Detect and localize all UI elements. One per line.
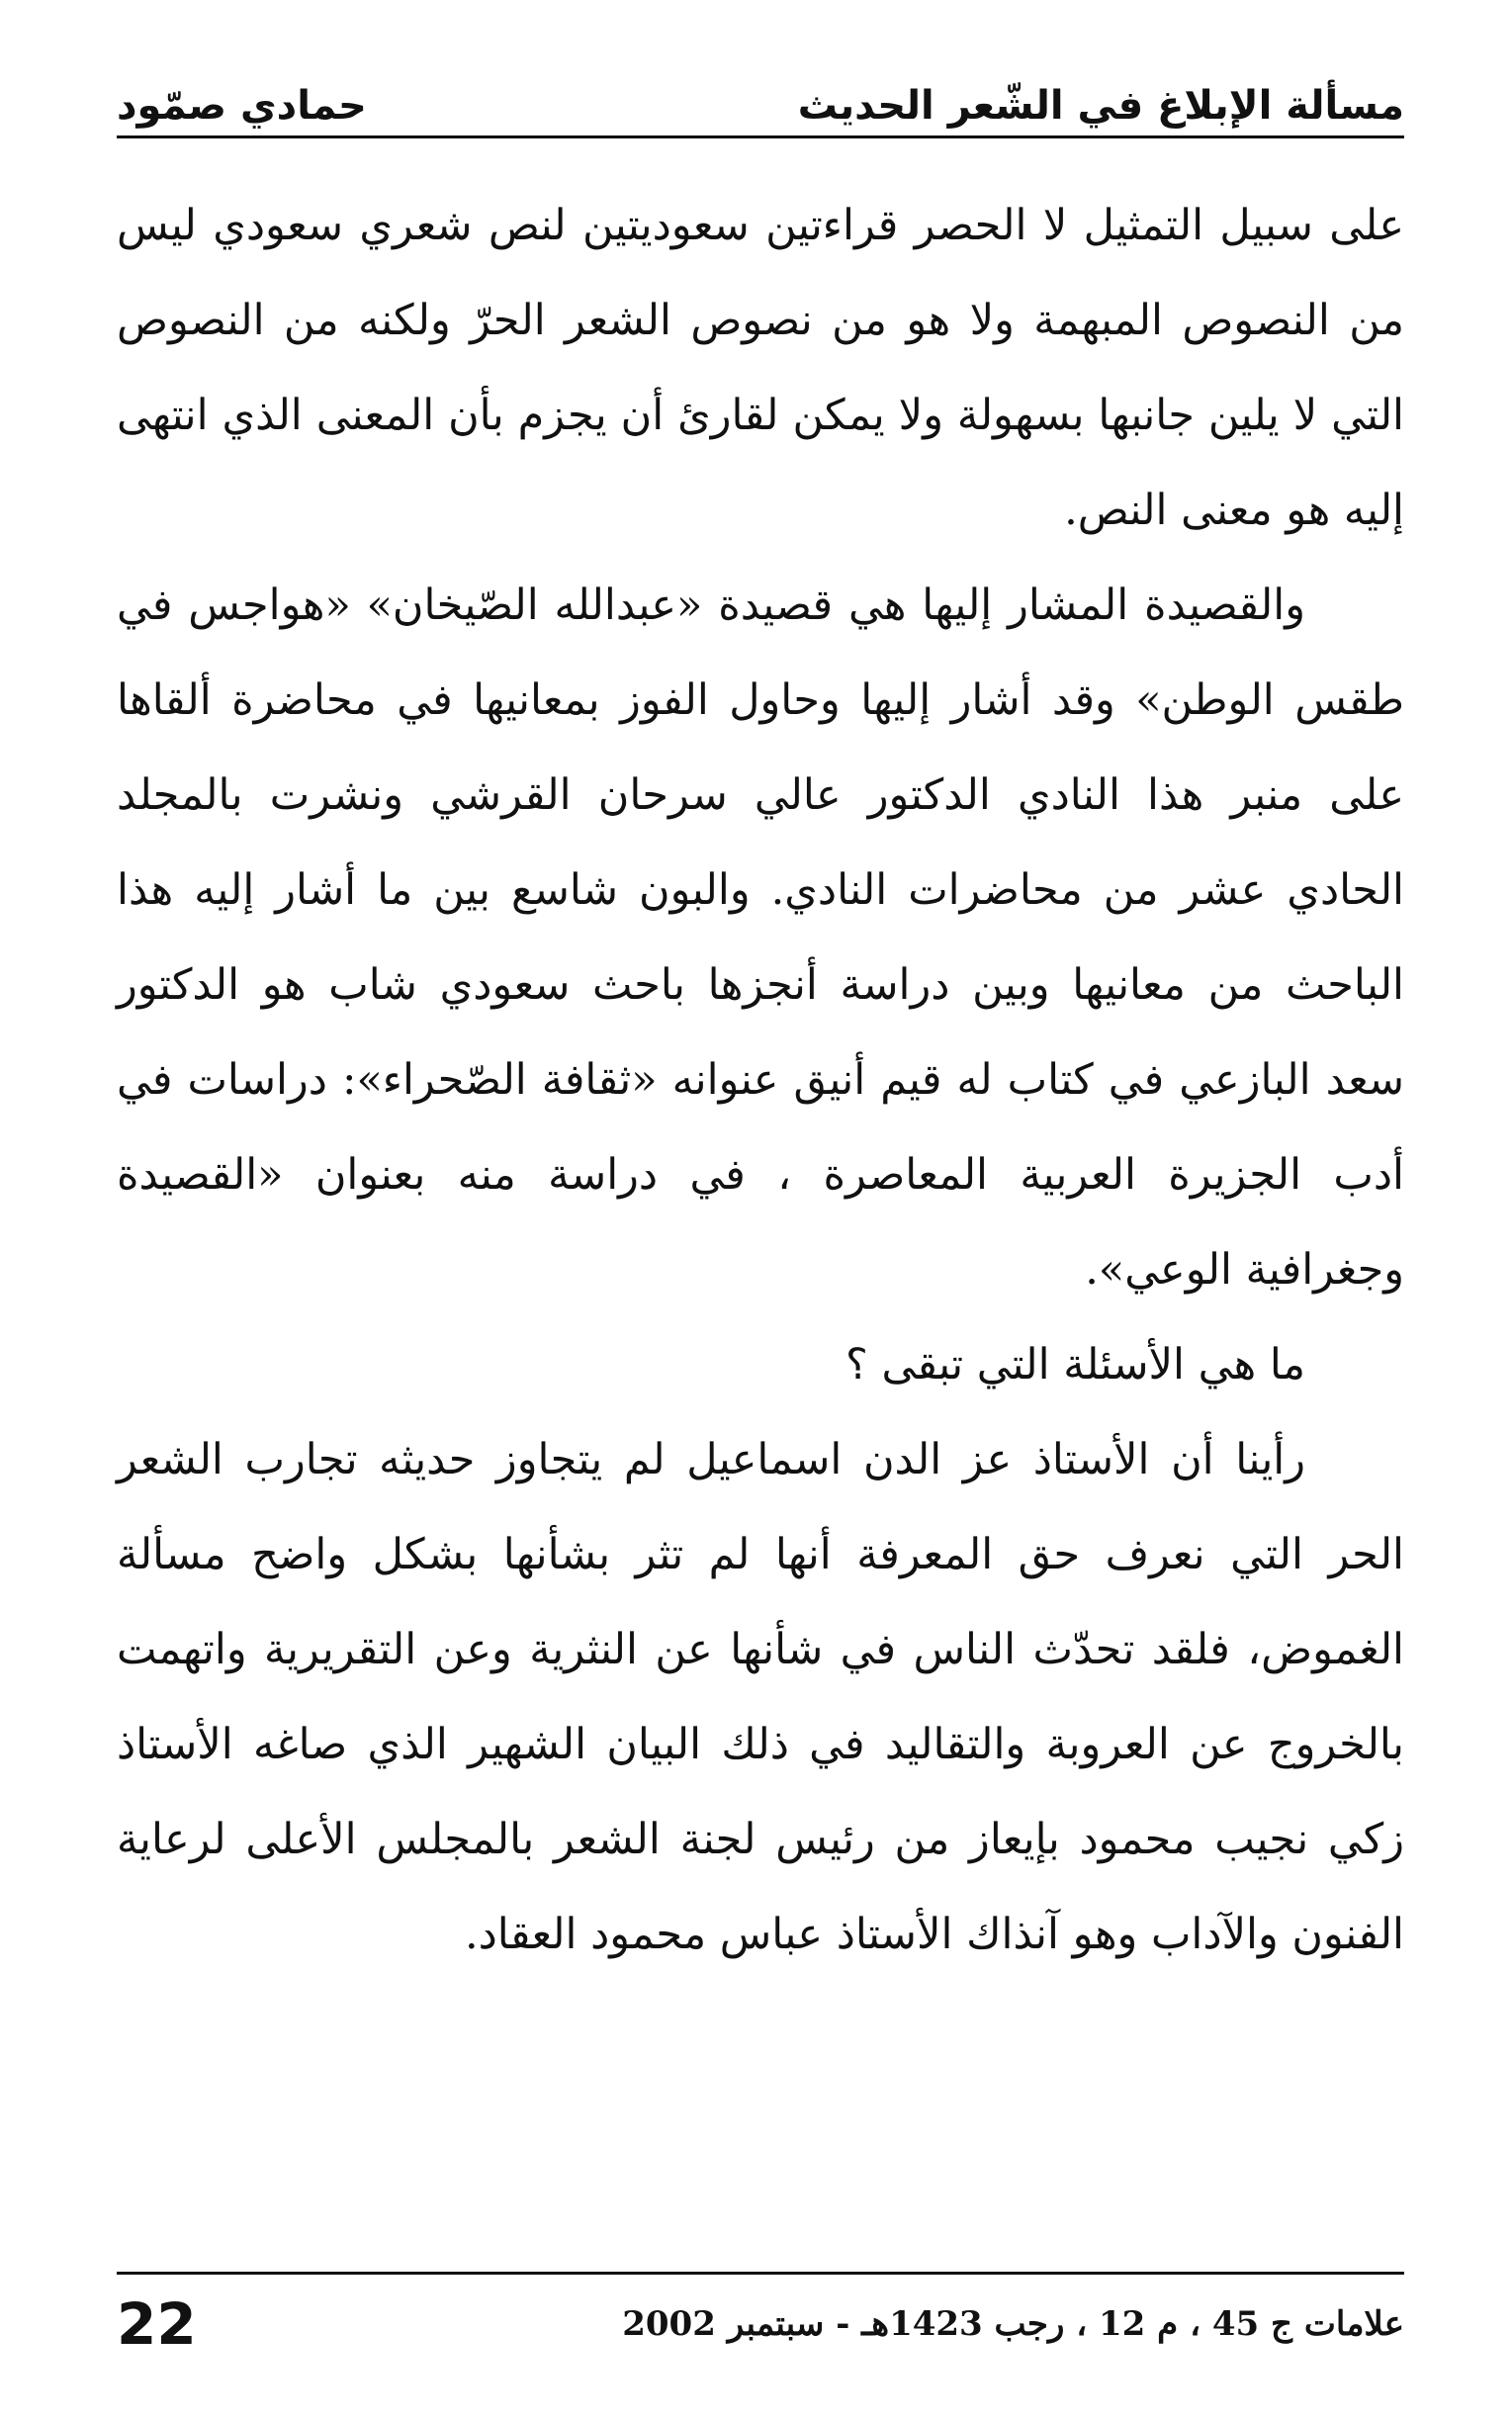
page-footer xyxy=(117,2272,1404,2364)
question-line: ما هي الأسئلة التي تبقى ؟ xyxy=(845,1340,1305,1390)
author-name: حمادي صمّود xyxy=(117,83,367,129)
article-title: مسألة الإبلاغ في الشّعر الحديث xyxy=(797,83,1404,129)
page-number: 22 xyxy=(117,2290,197,2358)
paragraph-1: على سبيل التمثيل لا الحصر قراءتين سعوديتين لنص شعري سعودي ليس من النصوص المبهمة ولا هو من نصوص الشعر الحرّ ولكنه من النصوص التي لا يلين جانبها بسهولة ولا يمكن لقارئ أن يجزم بأن المعنى الذي انتهى إليه هو معنى النص. xyxy=(117,201,1404,535)
journal-page xyxy=(117,59,1404,2364)
paragraph-2: والقصيدة المشار إليها هي قصيدة «عبدالله الصّيخان» «هواجس في طقس الوطن» وقد أشار إليها وحاول الفوز بمعانيها في محاضرة ألقاها على منبر هذا النادي الدكتور عالي سرحان القرشي ونشرت بالمجلد الحادي عشر من محاضرات النادي. والبون شاسع بين ما أشار إليه هذا الباحث من معانيها وبين دراسة أنجزها باحث سعودي شاب هو الدكتور سعد البازعي في كتاب له قيم أنيق عنوانه «ثقافة الصّحراء»: دراسات في أدب الجزيرة العربية المعاصرة ، في دراسة منه بعنوان «القصيدة وجغرافية الوعي». xyxy=(117,581,1404,1295)
running-header xyxy=(117,59,1404,138)
article-body xyxy=(117,178,1404,1982)
paragraph-3: رأينا أن الأستاذ عز الدن اسماعيل لم يتجاوز حديثه تجارب الشعر الحر التي نعرف حق المعرفة أنها لم تثر بشأنها بشكل واضح مسألة الغموض، فلقد تحدّث الناس في شأنها عن النثرية وعن التقريرية واتهمت بالخروج عن العروبة والتقاليد في ذلك البيان الشهير الذي صاغه الأستاذ زكي نجيب محمود بإيعاز من رئيس لجنة الشعر بالمجلس الأعلى لرعاية الفنون والآداب وهو آنذاك الأستاذ عباس محمود العقاد. xyxy=(117,1435,1404,1959)
issue-info: علامات ج 45 ، م 12 ، رجب 1423هـ - سبتمبر 2002 xyxy=(622,2304,1404,2344)
